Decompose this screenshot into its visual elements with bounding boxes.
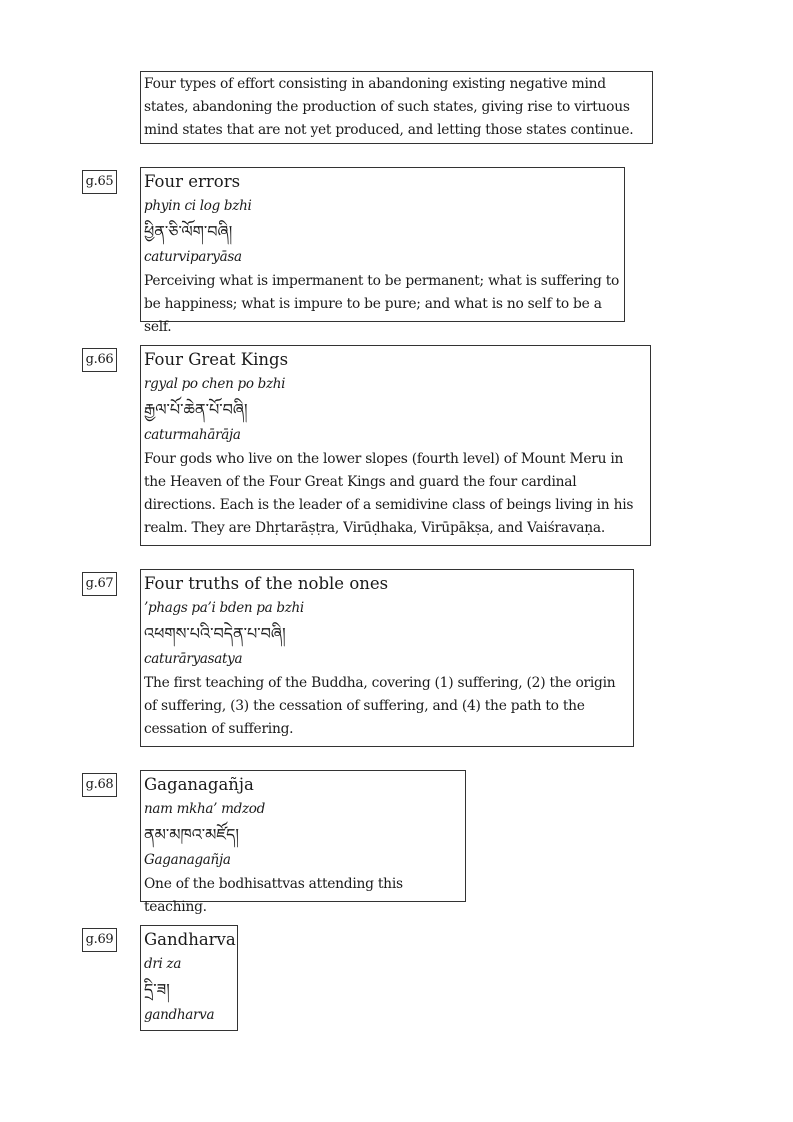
glossary-number: g.69 xyxy=(82,928,117,952)
glossary-wylie: phyin ci log bzhi xyxy=(144,198,252,214)
glossary-definition: The first teaching of the Buddha, covering (1) suffering, (2) the origin of suffering, (3) the cessation of suffering, and (4) the path to the cessation of suffering. xyxy=(144,675,616,737)
glossary-tibetan: དྲི་ཟ། xyxy=(144,980,170,999)
glossary-entry-four-great-kings xyxy=(140,345,651,546)
glossary-number: g.65 xyxy=(82,170,117,194)
glossary-sanskrit: Gaganagañja xyxy=(144,852,231,868)
glossary-tibetan: འཕགས་པའི་བདེན་པ་བཞི། xyxy=(144,624,286,643)
glossary-tibetan: ནམ་མཁའ་མཛོད། xyxy=(144,825,239,844)
glossary-tibetan: རྒྱལ་པོ་ཆེན་པོ་བཞི། xyxy=(144,400,248,419)
glossary-term: Gaganagañja xyxy=(144,775,254,794)
glossary-wylie: rgyal po chen po bzhi xyxy=(144,376,286,392)
glossary-sanskrit: caturāryasatya xyxy=(144,651,243,667)
glossary-wylie: nam mkha’ mdzod xyxy=(144,801,265,817)
glossary-tibetan: ཕྱིན་ཅི་ལོག་བཞི། xyxy=(144,222,233,241)
glossary-entry-gaganaganja xyxy=(140,770,466,915)
glossary-term: Gandharva xyxy=(144,930,236,949)
glossary-wylie: dri za xyxy=(144,956,182,972)
glossary-sanskrit: caturviparyāsa xyxy=(144,249,242,265)
glossary-sanskrit: caturmahārāja xyxy=(144,427,241,443)
glossary-definition: Four gods who live on the lower slopes (fourth level) of Mount Meru in the Heaven of the Four Great Kings and guard the four cardinal directions. Each is the leader of a semidivine class of beings living in his realm. They are Dhṛtarāṣṭra, Virūḍhaka, Virūpākṣa, and Vaiśravaṇa. xyxy=(144,451,634,536)
glossary-definition: Perceiving what is impermanent to be permanent; what is suffering to be happiness; what is impure to be pure; and what is no self to be a self. xyxy=(144,273,620,335)
glossary-continued-definition: Four types of effort consisting in abandoning existing negative mind states, abandoning the production of such states, giving rise to virtuous mind states that are not yet produced, and letting those states continue. xyxy=(140,71,653,144)
glossary-term: Four errors xyxy=(144,172,241,191)
glossary-definition: One of the bodhisattvas attending this teaching. xyxy=(144,876,403,915)
glossary-number: g.68 xyxy=(82,773,117,797)
glossary-term: Four Great Kings xyxy=(144,350,289,369)
glossary-number: g.67 xyxy=(82,572,117,596)
glossary-entry-four-errors xyxy=(140,167,625,335)
glossary-entry-gandharva xyxy=(140,925,238,1031)
glossary-entry-four-truths xyxy=(140,569,634,747)
glossary-wylie: ’phags pa’i bden pa bzhi xyxy=(144,600,304,616)
glossary-sanskrit: gandharva xyxy=(144,1007,215,1023)
glossary-number: g.66 xyxy=(82,348,117,372)
glossary-term: Four truths of the noble ones xyxy=(144,574,389,593)
